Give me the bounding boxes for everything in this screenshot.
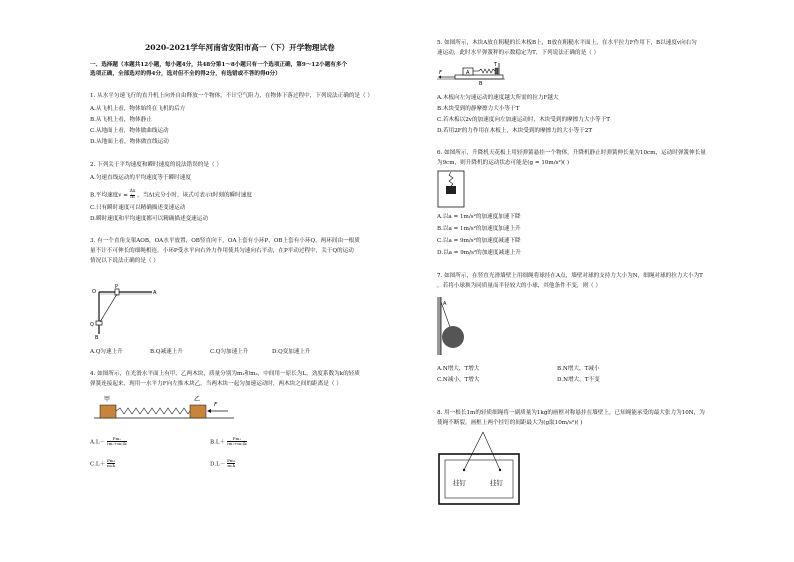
label-a: A — [443, 301, 447, 307]
label-o: O — [92, 289, 96, 295]
picture-frame — [439, 454, 519, 504]
q6-option-b: B.以a = 1m/s²的加速度加速上升 — [437, 226, 521, 232]
q5-option-b: B.木块受到的静摩擦力大小等于T — [437, 106, 520, 112]
q3-option-c: C.Q匀加速上升 — [210, 349, 249, 355]
q3-stem-line1: 3. 有一个直角支架AOB，OA水平放置，OB竖直向下，OA上套有小环P，OB上套有小环Q，两环间由一根质 — [90, 238, 360, 244]
q2-option-c: C.只有瞬时速度可以精确描述变速运动 — [90, 205, 186, 211]
q7-option-a: A.N增大，T增大 — [437, 366, 480, 372]
q5-stem-line2: 速运动，此时水平弹簧秤的示数稳定为T，下列说法正确的是（ ） — [437, 50, 600, 56]
q1-option-a: A.从飞机上看，物体始终在飞机的后方 — [90, 106, 186, 112]
label-p: P — [115, 284, 119, 290]
label-jia: 甲 — [104, 396, 111, 403]
q1-option-d: D.从地面上看，物体做直线运动 — [90, 139, 169, 145]
label-f: F — [214, 402, 218, 408]
label-t: T — [494, 62, 498, 68]
q3-option-b: B.Q减速上升 — [150, 349, 183, 355]
rope-right — [483, 432, 500, 470]
q6-elevator-figure — [437, 170, 467, 210]
fraction: $\frac{\text{Fm₁}}{\text{(m₁+m₂)k}}$ — [226, 436, 247, 447]
q6-stem-line1: 6. 如图所示，升降机天花板上用轻弹簧悬挂一个物体，升降机静止时弹簧伸长量为10cm，运动时弹簧伸长量 — [437, 150, 706, 156]
spring-scale — [479, 69, 495, 73]
label-f: F — [439, 70, 442, 76]
q7-option-d: D.N增大，T不变 — [557, 377, 600, 383]
q6-option-c: C.以a = 9m/s²的加速度减速下降 — [437, 238, 521, 244]
q6-option-a: A.以a = 1m/s²的加速度加速下降 — [437, 214, 521, 220]
nail-right — [499, 469, 501, 471]
q4-stem-line1: 4. 如图所示，在光滑水平面上有甲、乙两木块，质量分别为m₁和m₂，中间用一原长为L，劲度系数为k的轻质 — [90, 371, 360, 377]
q5-stem-line1: 5. 如图所示，木块A放在粗糙的长木板B上，B放在粗糙水平面上，在水平拉力F作用下，B以速度v向右匀 — [437, 40, 697, 46]
fraction: $\frac{\text{Fm₁}}{\text{(m₁+m₂)k}}$ — [106, 436, 127, 447]
block-yi — [190, 405, 206, 418]
q5-option-c: C.若木板以2v的加速度向左加速运动时，木块受到的摩擦力大小等于T — [437, 117, 610, 123]
q3-stem-line2: 量不计不可伸长的细绳相连，小环P受水平向右外力作用使其匀速向右平动，在P平动过程中，关于Q的运动 — [90, 248, 354, 254]
spring — [116, 408, 190, 414]
q4-option-b: B.L＋ $\frac{\text{Fm₁}}{\text{(m₁+m₂)k}}$ — [210, 436, 247, 447]
fraction: $\frac{\Delta x}{\Delta t}$ — [129, 189, 136, 200]
q7-stem-line1: 7. 如图所示，在竖直光滑墙壁上用细绳将球挂在A点，墙壁对球的支持力大小为N，细绳对球的拉力大小为T — [437, 273, 703, 279]
label-b: B — [479, 81, 483, 87]
label-q: Q — [90, 322, 94, 328]
q7-stem-line2: ，若将小球换为同质量而半径较大的小球，其他条件不变，则（ ） — [437, 283, 601, 289]
ring-q — [96, 321, 102, 325]
q8-frame-figure — [437, 430, 521, 506]
q1-option-b: B.从飞机上看，物体静止 — [90, 117, 152, 123]
force-arrowhead — [207, 409, 211, 413]
q4-option-a: A.L－ $\frac{\text{Fm₁}}{\text{(m₁+m₂)k}}$ — [90, 436, 127, 447]
label-yi: 乙 — [194, 396, 201, 403]
q7-wall-ball-figure — [437, 297, 477, 357]
q5-option-a: A.木板向左匀速运动的速度越大所需的拉力F越大 — [437, 95, 559, 101]
hanging-mass — [446, 186, 456, 194]
label-b: B — [95, 335, 99, 341]
q3-bracket-figure — [88, 284, 158, 340]
q2-option-a: A.匀速直线运动的平均速度等于瞬时速度 — [90, 175, 191, 181]
label-a: A — [153, 290, 157, 296]
label-a: A — [466, 70, 470, 76]
q4-option-c: C.L＋ $\frac{\text{Fm₁}}{\text{m₂k}}$ — [90, 458, 116, 469]
q6-option-d: D.以a = 9m/s²的加速度减速上升 — [437, 250, 521, 256]
rope-left — [464, 432, 483, 470]
q3-option-d: D.Q变加速上升 — [272, 349, 311, 355]
q8-stem-line1: 8. 用一根长1m的轻质细绳将一副质量为1kg的画框对称悬挂在墙壁上，已知绳能承受的最大张力为10N，为 — [437, 410, 705, 416]
q4-stem-line2: 弹簧连接起来，现用一水平力F向左推木块乙，当两木块一起匀加速运动时，两木块之间的距离是（ ） — [90, 381, 342, 387]
q2-option-d: D.瞬时速度和平均速度都可以精确描述变速运动 — [90, 216, 208, 222]
exam-title: 2020-2021学年河南省安阳市高一（下）开学物理试卷 — [145, 43, 335, 52]
q5-option-d: D.若用2F的力作用在木板上，木块受到的摩擦力的大小等于2T — [437, 128, 593, 134]
q7-option-c: C.N减小，T增大 — [437, 377, 480, 383]
label-nail-right: 挂钉 — [490, 479, 503, 487]
section-heading-cont: 选项正确，全部选对的得4分，选对但不全的得2分，有选错或不答的得0分） — [90, 71, 281, 77]
q8-stem-line2: 使绳不断裂，画框上两个挂钉的间距最大为(g取10m/s²)( ) — [437, 420, 583, 426]
scale-body — [495, 68, 498, 74]
q7-option-b: B.N增大，T减小 — [557, 366, 600, 372]
label-nail-left: 挂钉 — [453, 479, 466, 487]
q2-option-b: B.平均速度v = $\frac{\Delta x}{\Delta t}$ ，当Δt充分小时，该式可表示t时刻的瞬时速度 — [90, 189, 252, 200]
ball — [442, 326, 464, 348]
q6-stem-line2: 为9cm，则升降机的运动状态可能是(g = 10m/s²)( ) — [437, 160, 570, 166]
nail-left — [463, 469, 465, 471]
fraction: $\frac{\text{Fm₂}}{\text{m₁k}}$ — [227, 458, 236, 469]
board-b — [455, 75, 503, 79]
q4-option-d: D.L－ $\frac{\text{Fm₂}}{\text{m₁k}}$ — [210, 458, 236, 469]
q1-stem: 1. 从水平匀速飞行的直升机上向外自由释放一个物体，不计空气阻力，在物体下落过程中，下列说法正确的是（ ） — [90, 93, 373, 99]
q1-option-c: C.从地面上看，物体做曲线运动 — [90, 128, 169, 134]
section-heading: 一、选择题（本题共12小题，每小题4分，共48分第1～8小题只有一个选项正确，第9～12小题有多个 — [90, 62, 348, 68]
q4-blocks-figure — [90, 392, 238, 422]
block-jia — [100, 405, 116, 418]
q3-stem-line3: 情况以下说法正确的是（ ） — [90, 258, 159, 264]
q5-board-figure — [437, 60, 507, 86]
fraction: $\frac{\text{Fm₁}}{\text{m₂k}}$ — [106, 458, 116, 469]
rope-pq — [100, 294, 117, 322]
wall-hatching — [437, 297, 441, 355]
spring — [449, 172, 453, 186]
q2-stem: 2. 下列关于平均速度和瞬时速度的说法错误的是（ ） — [90, 162, 222, 168]
q3-option-a: A.Q匀速上升 — [90, 349, 123, 355]
